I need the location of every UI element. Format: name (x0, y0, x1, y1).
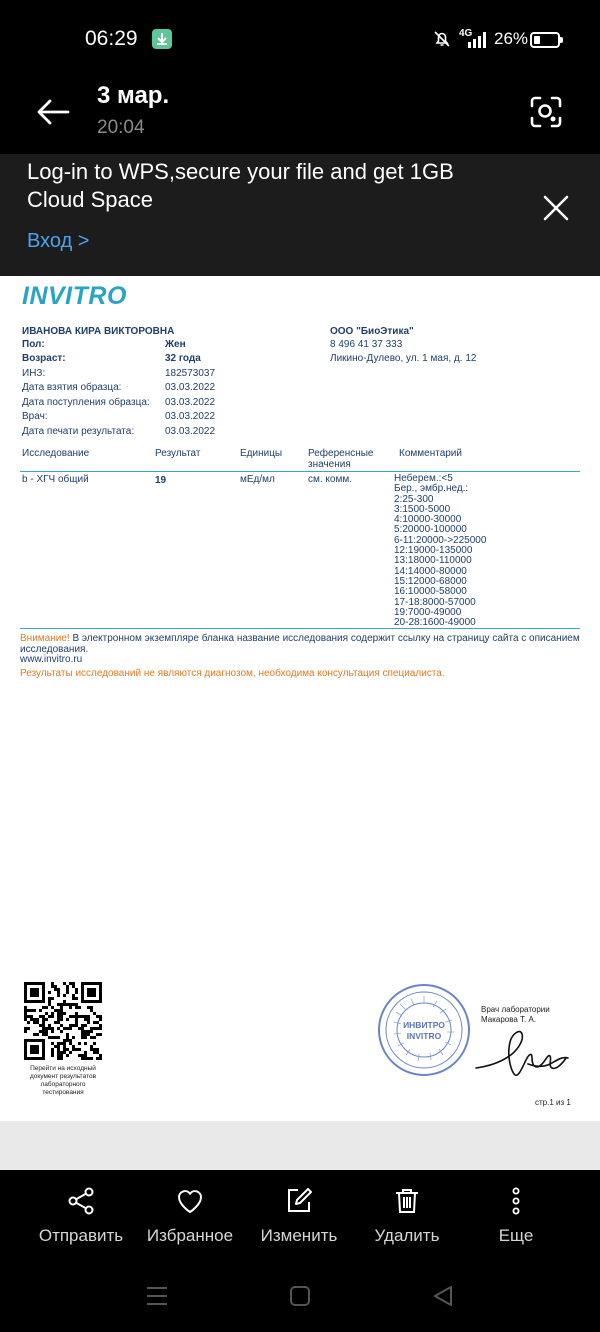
comment-line: 16:10000-58000 (394, 586, 467, 598)
edit-label: Изменить (260, 1226, 338, 1245)
more-label: Еще (498, 1226, 534, 1245)
header-date: 3 мар. (97, 82, 170, 109)
diagnosis-note: Результаты исследований не являются диагнозом, необходима консультация специалиста. (20, 668, 445, 679)
taken-label: Дата взятия образца: (22, 382, 122, 393)
back-arrow-icon[interactable] (36, 97, 70, 127)
comment-line: 13:18000-110000 (394, 555, 472, 567)
stamp-text-2: INVITRO (406, 1031, 442, 1041)
age-value: 32 года (165, 353, 201, 364)
comment-line: 2:25-300 (394, 493, 434, 505)
trash-icon (392, 1186, 422, 1216)
share-button[interactable] (26, 1186, 136, 1246)
row-units: мЕд/мл (240, 474, 275, 485)
edit-icon (284, 1186, 314, 1216)
col-result: Результат (155, 448, 201, 459)
more-dots-icon (501, 1186, 531, 1216)
website-link[interactable]: www.invitro.ru (20, 654, 83, 665)
warning-body: В электронном экземпляре бланка название исследования содержит ссылку на страницу сайта с описанием исследования. (20, 633, 580, 655)
network-type: 4G (459, 28, 473, 39)
favorite-label: Избранное (146, 1226, 234, 1245)
warning-label: Внимание! (20, 633, 70, 644)
page-number: стр.1 из 1 (535, 1098, 571, 1107)
col-reference-1: Референсные (308, 448, 374, 459)
age-label: Возраст: (22, 353, 66, 364)
status-bar (0, 0, 600, 80)
battery-percent: 26% (494, 29, 529, 48)
document-page (0, 276, 600, 1121)
row-reference: см. комм. (308, 474, 353, 485)
comment-line: Бер., эмбр.нед.: (394, 483, 469, 495)
battery-fill (534, 36, 540, 44)
qr-code[interactable] (24, 982, 102, 1060)
close-icon[interactable] (540, 192, 572, 224)
qr-caption: Перейти на исходный документ результатов лабораторного тестирования (29, 1065, 97, 1096)
doctor-label: Врач: (22, 411, 48, 422)
favorite-button[interactable] (135, 1186, 245, 1246)
header-time: 20:04 (97, 117, 145, 138)
invitro-logo: INVITRO (22, 282, 127, 310)
row-comment-list (394, 474, 486, 628)
heart-icon (175, 1186, 205, 1216)
doctor-signature (470, 1024, 574, 1086)
printed-label: Дата печати результата: (22, 426, 135, 437)
row-test[interactable]: b - ХГЧ общий (22, 474, 89, 485)
sex-value: Жен (165, 339, 186, 350)
share-icon (66, 1186, 96, 1216)
scan-lens-icon[interactable] (528, 94, 564, 130)
received-value: 03.03.2022 (165, 397, 216, 408)
lab-address: Ликино-Дулево, ул. 1 мая, д. 12 (330, 353, 477, 364)
stamp-text-1: ИНВИТРО (403, 1020, 445, 1030)
download-icon (152, 29, 172, 49)
col-reference-2: значения (308, 459, 351, 470)
more-button[interactable] (461, 1186, 571, 1246)
comment-line: 15:12000-68000 (394, 575, 467, 587)
row-result: 19 (155, 475, 167, 486)
printed-value: 03.03.2022 (165, 426, 216, 437)
received-label: Дата поступления образца: (22, 397, 150, 408)
system-nav-bar (0, 1260, 600, 1332)
comment-line: Неберем.:<5 (394, 473, 453, 484)
wps-login-banner (0, 154, 600, 276)
lab-name: ООО "БиоЭтика" (330, 326, 414, 337)
home-icon[interactable] (288, 1284, 312, 1308)
status-time: 06:29 (85, 27, 138, 50)
patient-name: ИВАНОВА КИРА ВИКТОРОВНА (22, 326, 175, 337)
login-link[interactable]: Вход > (27, 230, 90, 252)
sex-label: Пол: (22, 339, 45, 350)
delete-label: Удалить (374, 1226, 440, 1245)
viewer-header (0, 80, 600, 154)
comment-line: 4:10000-30000 (394, 514, 462, 526)
banner-text: Log-in to WPS,secure your file and get 1GB Cloud Space (27, 159, 454, 212)
comment-line: 20-28:1600-49000 (394, 617, 476, 629)
col-comment: Комментарий (399, 448, 462, 459)
comment-line: 17-18:8000-57000 (394, 596, 476, 608)
lab-stamp (376, 982, 472, 1078)
comment-line: 3:1500-5000 (394, 503, 451, 515)
comment-line: 12:19000-135000 (394, 545, 473, 557)
delete-button[interactable] (352, 1186, 462, 1246)
signer-name: Макарова Т. А. (481, 1015, 537, 1024)
back-triangle-icon[interactable] (431, 1284, 455, 1308)
comment-line: 19:7000-49000 (394, 606, 462, 618)
col-units: Единицы (240, 448, 283, 459)
col-test: Исследование (22, 448, 90, 459)
bottom-toolbar (0, 1170, 600, 1260)
table-divider (20, 471, 580, 472)
signer-role (481, 1005, 550, 1025)
edit-button[interactable] (244, 1186, 354, 1246)
share-label: Отправить (38, 1226, 124, 1245)
lab-phone: 8 496 41 37 333 (330, 339, 403, 350)
battery-icon (530, 32, 560, 48)
inz-value: 182573037 (165, 368, 216, 379)
table-bottom-divider (20, 628, 580, 629)
mute-bell-icon (432, 29, 452, 49)
page-separator (0, 1121, 600, 1170)
comment-line: 6-11:20000->225000 (394, 534, 487, 546)
menu-icon[interactable] (145, 1284, 169, 1308)
signal-icon (466, 32, 486, 48)
warning-text (20, 633, 585, 655)
signer-title: Врач лаборатории (481, 1005, 550, 1014)
taken-value: 03.03.2022 (165, 382, 216, 393)
doctor-value: 03.03.2022 (165, 411, 216, 422)
comment-line: 14:14000-80000 (394, 565, 467, 577)
inz-label: ИНЗ: (22, 368, 46, 379)
comment-line: 5:20000-100000 (394, 524, 467, 536)
